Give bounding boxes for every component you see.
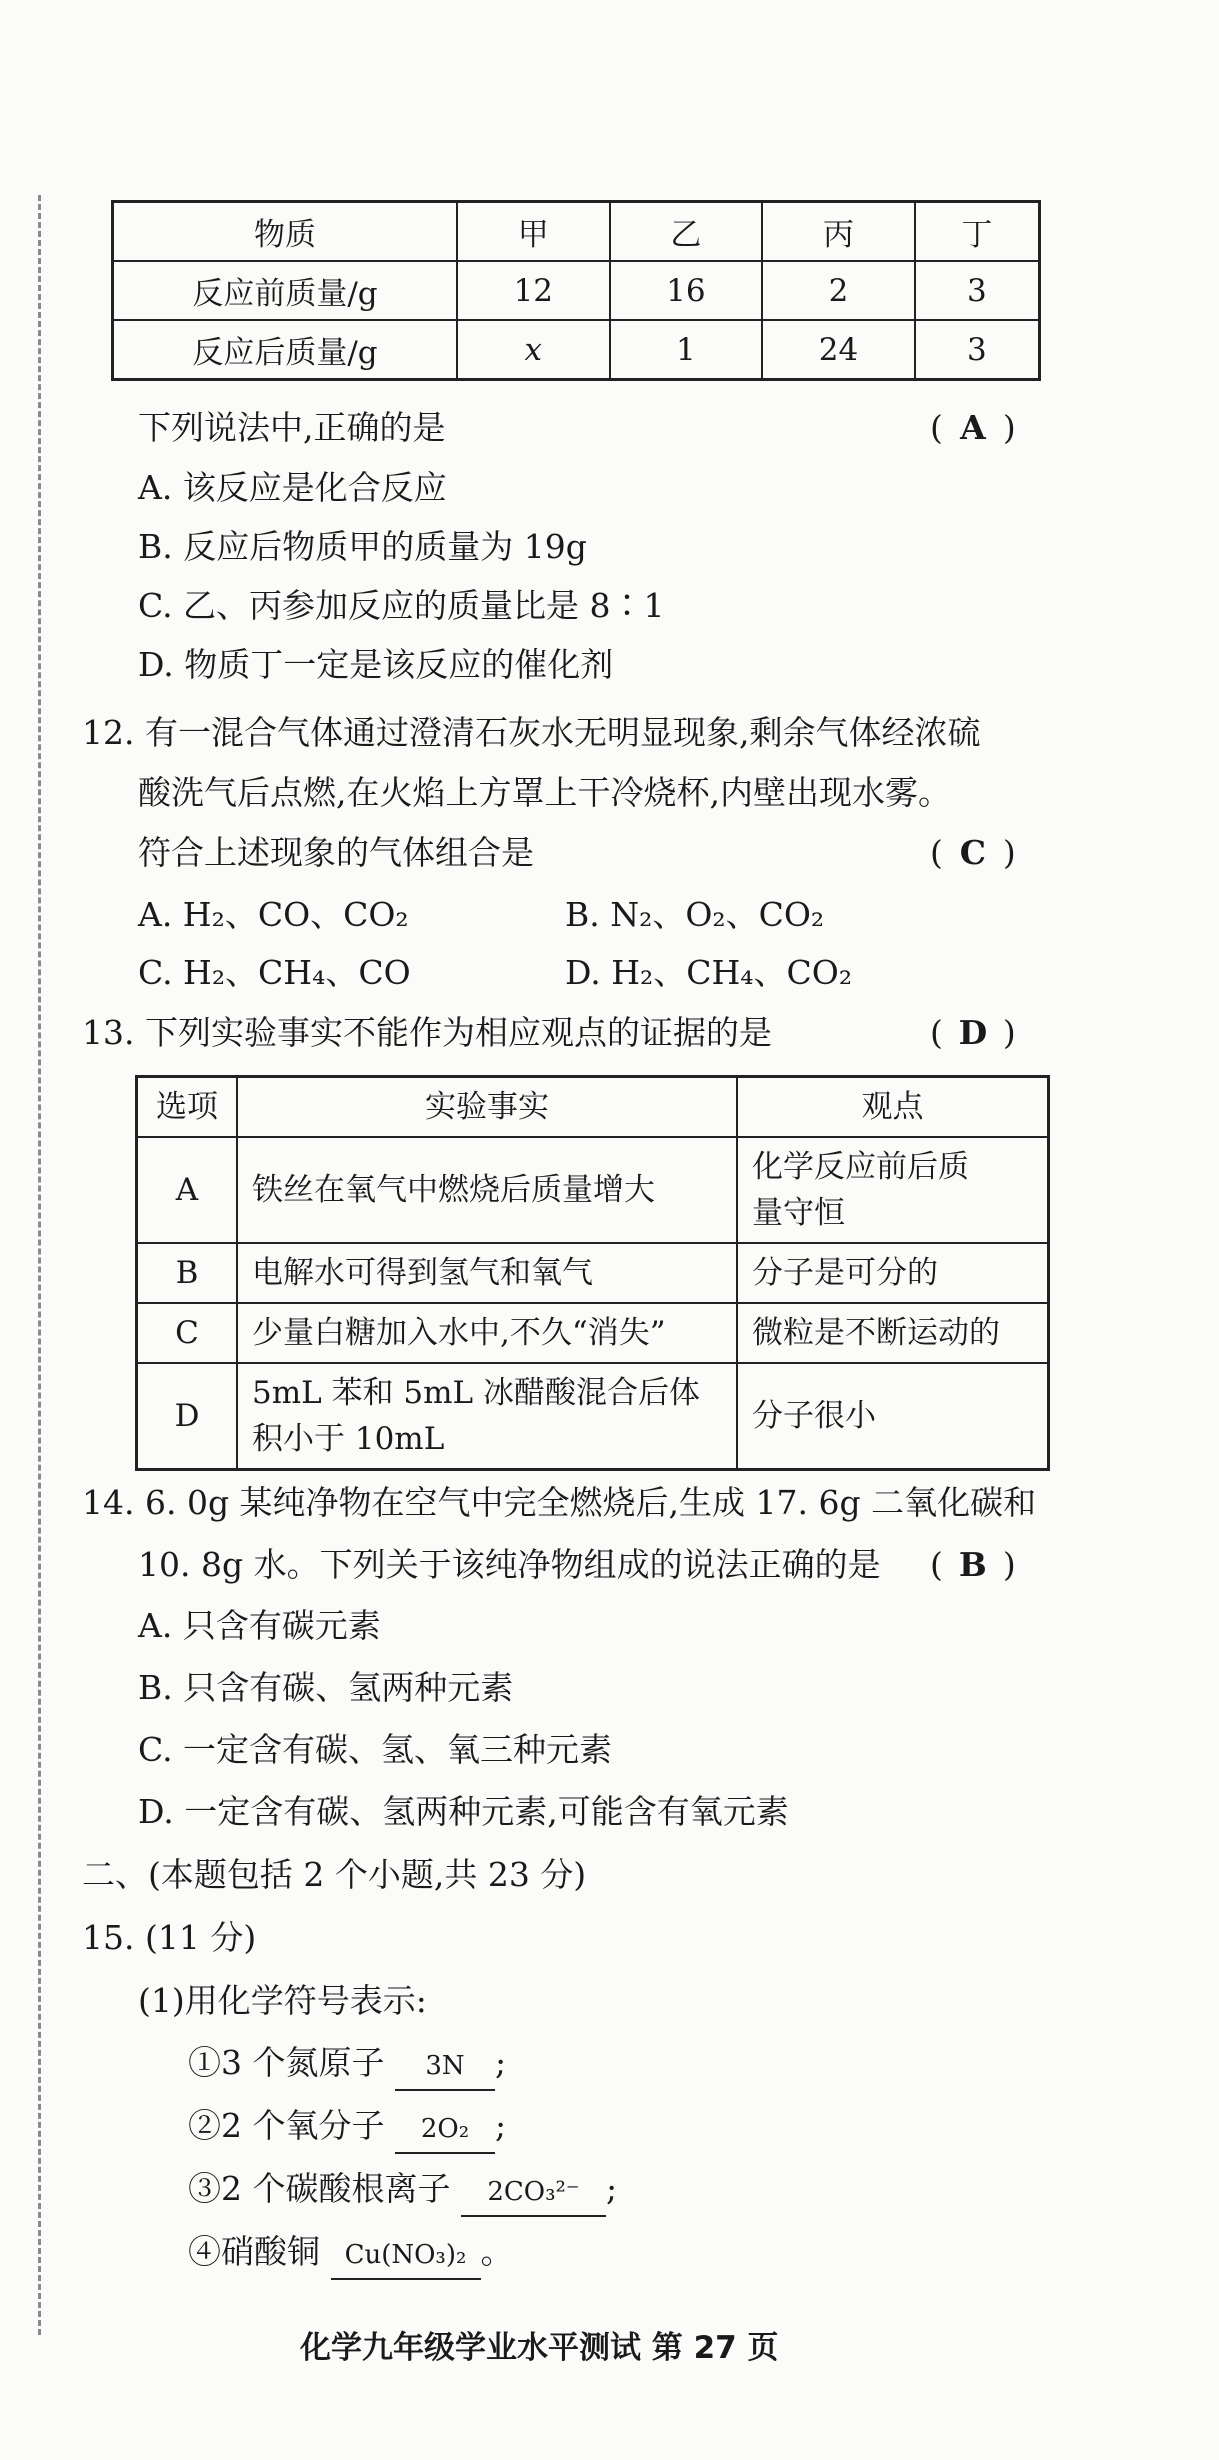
q14-stem-line2: 10. 8g 水。下列关于该纯净物组成的说法正确的是 <box>138 1545 881 1584</box>
q12-answer: ( C ) <box>930 833 1016 872</box>
q15-item-3: ③2 个碳酸根离子 2CO₃²⁻ ; <box>188 2166 617 2217</box>
table-cell: 12 <box>457 261 610 320</box>
table-cell: 3 <box>915 320 1040 380</box>
table-cell: 分子很小 <box>737 1363 1049 1470</box>
q15-item-4: ④硝酸铜 Cu(NO₃)₂ 。 <box>188 2229 514 2280</box>
table-cell: 丁 <box>915 202 1040 262</box>
table-cell: 实验事实 <box>237 1077 737 1138</box>
table-cell: 16 <box>610 261 763 320</box>
table-row <box>137 1363 1049 1470</box>
table-row <box>113 320 1040 380</box>
q12-option-a: A. H₂、CO、CO₂ <box>138 895 409 934</box>
q15-sub1-heading: (1)用化学符号表示: <box>138 1981 427 2020</box>
table-cell: 乙 <box>610 202 763 262</box>
table-cell: 反应前质量/g <box>113 261 458 320</box>
table-row <box>113 261 1040 320</box>
table-cell: 少量白糖加入水中,不久“消失” <box>237 1303 737 1363</box>
q12-stem-line3: 符合上述现象的气体组合是 <box>138 833 534 872</box>
table-cell: 微粒是不断运动的 <box>737 1303 1049 1363</box>
q11-option-a: A. 该反应是化合反应 <box>138 468 447 507</box>
table-row <box>137 1243 1049 1303</box>
q13-stem: 13. 下列实验事实不能作为相应观点的证据的是 <box>82 1013 772 1052</box>
table-header-row <box>113 202 1040 262</box>
table-cell: D <box>137 1363 238 1470</box>
answer-blank: 2O₂ <box>395 2106 495 2154</box>
table-cell: 甲 <box>457 202 610 262</box>
table-row <box>137 1137 1049 1243</box>
table-cell: 反应后质量/g <box>113 320 458 380</box>
page-footer: 化学九年级学业水平测试 第 27 页 <box>300 2330 779 2366</box>
table-cell: 电解水可得到氢气和氧气 <box>237 1243 737 1303</box>
table-cell: 丙 <box>762 202 915 262</box>
q15-heading: 15. (11 分) <box>82 1918 257 1957</box>
table-cell: C <box>137 1303 238 1363</box>
q12-stem-line2: 酸洗气后点燃,在火焰上方罩上干冷烧杯,内壁出现水雾。 <box>138 773 951 812</box>
answer-blank: Cu(NO₃)₂ <box>331 2232 481 2280</box>
q12-option-c: C. H₂、CH₄、CO <box>138 953 411 992</box>
table-row <box>137 1303 1049 1363</box>
q14-option-b: B. 只含有碳、氢两种元素 <box>138 1668 514 1707</box>
q11-option-b: B. 反应后物质甲的质量为 19g <box>138 527 587 566</box>
table-cell: 选项 <box>137 1077 238 1138</box>
mass-table <box>111 200 1041 381</box>
answer-blank: 3N <box>395 2043 495 2091</box>
q11-answer: ( A ) <box>930 408 1016 447</box>
q11-option-c: C. 乙、丙参加反应的质量比是 8∶1 <box>138 586 665 625</box>
q11-stem: 下列说法中,正确的是 <box>138 408 446 447</box>
table-cell: 物质 <box>113 202 458 262</box>
section-heading: 二、(本题包括 2 个小题,共 23 分) <box>82 1855 587 1894</box>
table-cell: 化学反应前后质 量守恒 <box>737 1137 1049 1243</box>
table-cell: 观点 <box>737 1077 1049 1138</box>
binding-margin-line <box>38 195 41 2335</box>
q14-option-d: D. 一定含有碳、氢两种元素,可能含有氧元素 <box>138 1792 789 1831</box>
table-cell: 1 <box>610 320 763 380</box>
table-cell: 5mL 苯和 5mL 冰醋酸混合后体 积小于 10mL <box>237 1363 737 1470</box>
table-cell: A <box>137 1137 238 1243</box>
table-cell: x <box>457 320 610 380</box>
q14-option-c: C. 一定含有碳、氢、氧三种元素 <box>138 1730 613 1769</box>
q15-item-2: ②2 个氧分子 2O₂ ; <box>188 2103 506 2154</box>
table-cell: 2 <box>762 261 915 320</box>
q14-answer: ( B ) <box>930 1545 1016 1584</box>
q11-option-d: D. 物质丁一定是该反应的催化剂 <box>138 645 614 684</box>
evidence-table <box>135 1075 1050 1471</box>
table-cell: 铁丝在氧气中燃烧后质量增大 <box>237 1137 737 1243</box>
table-cell: 分子是可分的 <box>737 1243 1049 1303</box>
table-cell: 24 <box>762 320 915 380</box>
q15-item-1: ①3 个氮原子 3N ; <box>188 2040 506 2091</box>
q14-stem-line1: 14. 6. 0g 某纯净物在空气中完全燃烧后,生成 17. 6g 二氧化碳和 <box>82 1483 1037 1522</box>
table-header-row <box>137 1077 1049 1138</box>
q12-option-d: D. H₂、CH₄、CO₂ <box>565 953 853 992</box>
table-cell: 3 <box>915 261 1040 320</box>
q14-option-a: A. 只含有碳元素 <box>138 1606 381 1645</box>
table-cell: B <box>137 1243 238 1303</box>
answer-blank: 2CO₃²⁻ <box>461 2169 606 2217</box>
q13-answer: ( D ) <box>930 1013 1016 1052</box>
q12-option-b: B. N₂、O₂、CO₂ <box>565 895 825 934</box>
q12-stem-line1: 12. 有一混合气体通过澄清石灰水无明显现象,剩余气体经浓硫 <box>82 713 981 752</box>
